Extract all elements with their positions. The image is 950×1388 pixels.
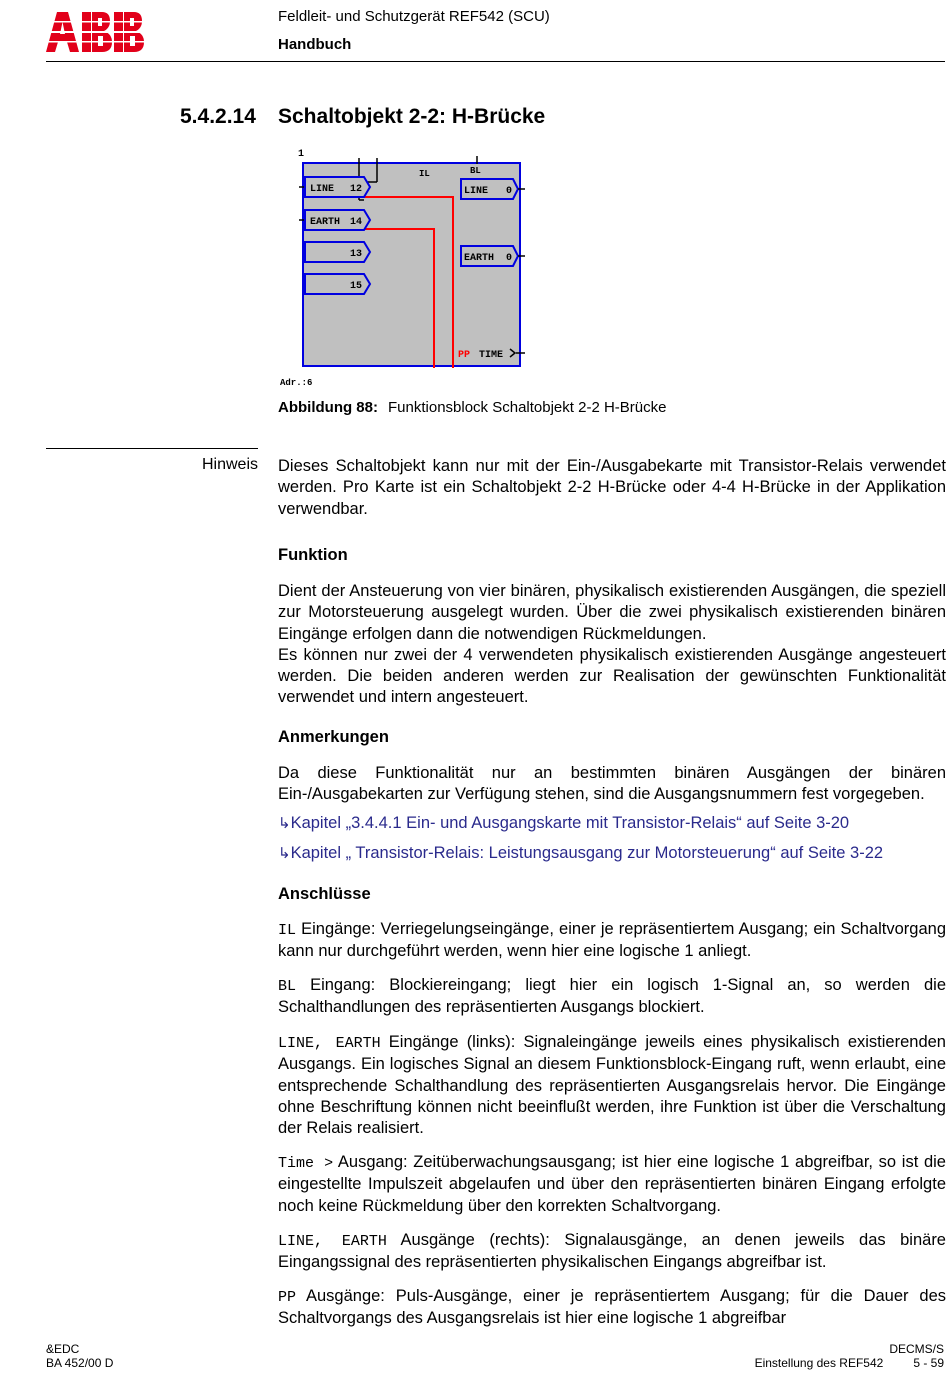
funktion-heading: Funktion bbox=[278, 546, 348, 564]
note-rule bbox=[46, 448, 258, 449]
anschluss-bl: BL Eingang: Blockiereingang; liegt hier ein logisch 1-Signal an, so werden die Schalthandlungen des repräsentierten Ausgangs blockiert. bbox=[278, 976, 946, 1017]
footer-left: &EDC BA 452/00 D bbox=[46, 1342, 114, 1370]
caption-label: Abbildung 88: bbox=[278, 399, 378, 416]
abb-logo bbox=[46, 12, 146, 52]
fig-input-13 bbox=[305, 242, 370, 262]
funktion-text bbox=[278, 581, 946, 709]
link-chapter-3-4-4-1[interactable]: ↳Kapitel „3.4.4.1 Ein- und Ausgangskarte mit Transistor-Relais“ auf Seite 3-20 bbox=[278, 814, 850, 832]
fig-il: IL bbox=[419, 169, 430, 179]
svg-text:15: 15 bbox=[350, 281, 363, 292]
anschluesse-heading: Anschlüsse bbox=[278, 885, 371, 903]
svg-text:0: 0 bbox=[506, 253, 513, 264]
fig-output-earth bbox=[461, 246, 525, 266]
anschluss-line-earth-out: LINE, EARTH Ausgänge (rechts): Signalausgänge, an denen jeweils das binäre Eingangssignal des repräsentierten physikalischen Eingangs abgreifbar ist. bbox=[278, 1231, 946, 1272]
note-text: Dieses Schaltobjekt kann nur mit der Ein-/Ausgabekarte mit Transistor-Relais verwendet werden. Pro Karte ist ein Schaltobjekt 2-2 H-Brücke oder 4-4 H-Brücke in der Applikation verwendbar. bbox=[278, 457, 946, 518]
svg-text:EARTH: EARTH bbox=[310, 217, 341, 228]
link-transistor-relais[interactable]: ↳Kapitel „ Transistor-Relais: Leistungsausgang zur Motorsteuerung“ auf Seite 3-22 bbox=[278, 844, 884, 862]
anschluss-time: Time > Ausgang: Zeitüberwachungsausgang; ist hier eine logische 1 abgreifbar, so ist die eingestellte Impulszeit abgelaufen und über den repräsentierten binären Eingang erfolgte noch keine Rückmeldung über den korrekten Schaltvorgang. bbox=[278, 1153, 946, 1215]
fig-pp: PP bbox=[458, 350, 471, 361]
fig-time: TIME bbox=[479, 350, 504, 361]
figure-caption bbox=[278, 399, 666, 416]
svg-text:0: 0 bbox=[506, 186, 513, 197]
svg-text:LINE: LINE bbox=[464, 186, 489, 197]
section-title: Schaltobjekt 2-2: H-Brücke bbox=[278, 105, 546, 128]
anschluss-line-earth-in: LINE, EARTH Eingänge (links): Signaleingänge jeweils eines physikalisch existierenden Ausgangs. Ein logisches Signal an diesem Funktionsblock-Eingang ruft, wenn erlaubt, eine entsprechende Schalthandlung des repräsentierten Ausgangsrelais hervor. Die Eingänge ohne Beschriftung können nicht beeinflußt werden, ihre Funktion ist über die Verschaltung der Relais realisiert. bbox=[278, 1033, 946, 1138]
svg-text:12: 12 bbox=[350, 184, 363, 195]
anmerkungen-text: Da diese Funktionalität nur an bestimmten binären Ausgängen der binären Ein-/Ausgabekarten zur Verfügung stehen, sind die Ausgangsnummern fest vorgegeben. bbox=[278, 764, 946, 804]
funktion-p2: Es können nur zwei der 4 verwendeten physikalisch existierenden Ausgänge angesteuert werden. Die beiden anderen werden zur Realisation der gewünschten Funktionalität verwendet und intern angesteuert. bbox=[278, 645, 946, 707]
svg-text:14: 14 bbox=[350, 217, 363, 228]
svg-text:13: 13 bbox=[350, 249, 363, 260]
note-label: Hinweis bbox=[201, 456, 258, 473]
svg-text:EARTH: EARTH bbox=[464, 253, 495, 264]
fig-input-earth bbox=[305, 210, 370, 230]
header-title: Feldleit- und Schutzgerät REF542 (SCU) bbox=[278, 8, 550, 25]
header-subtitle: Handbuch bbox=[278, 36, 352, 53]
link-arrow-icon: ↳ bbox=[278, 845, 291, 862]
section-number: 5.4.2.14 bbox=[180, 105, 256, 128]
fig-top-label: 1 bbox=[298, 149, 305, 160]
function-block-figure bbox=[280, 146, 530, 388]
caption-text: Funktionsblock Schaltobjekt 2-2 H-Brücke bbox=[388, 399, 667, 416]
anmerkungen-heading: Anmerkungen bbox=[278, 728, 389, 746]
anschluss-il: IL Eingänge: Verriegelungseingänge, einer je repräsentiertem Ausgang; ein Schaltvorgang kann nur durchgeführt werden, wenn hier eine logische 1 anliegt. bbox=[278, 920, 946, 961]
fig-input-15 bbox=[305, 274, 370, 294]
fig-output-line bbox=[461, 179, 525, 199]
svg-text:LINE: LINE bbox=[310, 184, 335, 195]
fig-bl: BL bbox=[470, 166, 481, 176]
footer-right: DECMS/S Einstellung des REF542 5 - 59 bbox=[754, 1342, 944, 1370]
funktion-p1: Dient der Ansteuerung von vier binären, physikalisch existierenden Ausgängen, die speziell zur Motorsteuerung ausgelegt wurden. Über die zwei physikalisch existierenden binären Eingänge erfolgen dann die notwendigen Rückmeldungen. bbox=[278, 582, 946, 643]
fig-input-line bbox=[305, 177, 370, 197]
link-arrow-icon: ↳ bbox=[278, 815, 291, 832]
header-rule bbox=[46, 61, 945, 62]
anschluss-pp: PP Ausgänge: Puls-Ausgänge, einer je repräsentiertem Ausgang; für die Dauer des Schaltvorgangs des Ausgangsrelais ist hier eine logische 1 abgreifbar bbox=[278, 1287, 946, 1328]
fig-addr: Adr.:6 bbox=[280, 378, 313, 388]
